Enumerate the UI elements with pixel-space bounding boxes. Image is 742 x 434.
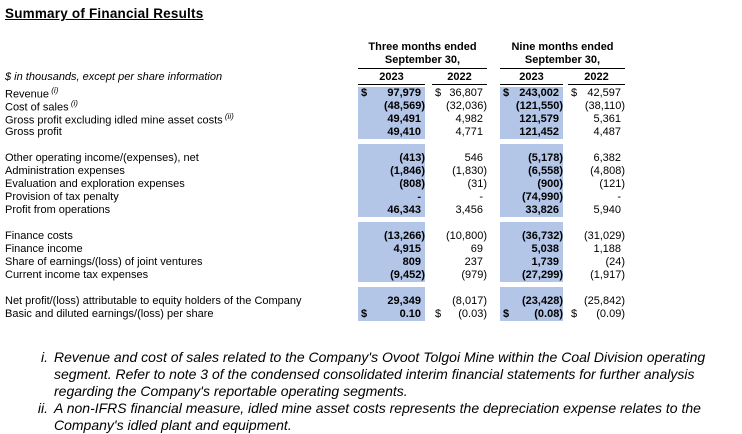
cell-value: (24) xyxy=(605,256,625,268)
value-cell xyxy=(358,126,425,139)
footnote-marker: i. xyxy=(41,349,48,365)
financial-results-table xyxy=(5,41,742,321)
cell-value: (74,990) xyxy=(522,191,563,203)
value-cell xyxy=(432,230,487,243)
cell-value: 121,579 xyxy=(519,113,559,125)
cell-value: (4,808) xyxy=(590,165,625,177)
value-cell xyxy=(358,287,425,295)
cell-value: - xyxy=(617,191,621,203)
value-cell xyxy=(568,144,625,152)
table-gap-row xyxy=(5,217,742,230)
cell-value: (31) xyxy=(467,178,487,190)
value-cell xyxy=(500,287,563,295)
value-cell xyxy=(432,222,487,230)
value-cell xyxy=(568,256,625,269)
cell-value: (9,452) xyxy=(390,269,425,281)
value-cell xyxy=(568,295,625,308)
footnote-i xyxy=(32,349,736,400)
value-cell xyxy=(500,165,563,178)
cell-value: (23,428) xyxy=(522,295,563,307)
currency-symbol: $ xyxy=(503,87,510,99)
table-row xyxy=(5,165,742,178)
value-cell xyxy=(500,113,563,126)
row-label: Gross profit excluding idled mine asset costs $^{(ii)}$ xyxy=(5,112,234,127)
value-cell xyxy=(358,100,425,113)
footnote-text: A non-IFRS financial measure, idled mine asset costs represents the depreciation expense relates to the Company's idled plant and equipment. xyxy=(54,400,701,433)
table-row xyxy=(5,204,742,217)
cell-value: 237 xyxy=(464,256,483,268)
cell-value: (0.08) xyxy=(534,308,563,320)
cell-value: - xyxy=(479,191,483,203)
year-col-header-9mo-2023: 2023 xyxy=(500,70,563,85)
cell-value: (25,842) xyxy=(584,295,625,307)
cell-value: (121) xyxy=(599,178,625,190)
value-cell xyxy=(500,222,563,230)
value-cell xyxy=(432,191,487,204)
cell-value: (31,029) xyxy=(584,230,625,242)
col-group-line2: September 30, xyxy=(524,54,601,66)
value-cell xyxy=(432,100,487,113)
table-row xyxy=(5,87,742,100)
cell-value: (0.03) xyxy=(458,308,487,320)
col-group-three-months xyxy=(358,41,487,69)
row-label: Gross profit xyxy=(5,126,62,138)
cell-value: (1,846) xyxy=(390,165,425,177)
col-spacer xyxy=(425,287,432,295)
gap-label-cell xyxy=(5,139,358,152)
value-cell xyxy=(500,100,563,113)
currency-symbol: $ xyxy=(361,308,368,320)
value-cell xyxy=(432,256,487,269)
cell-value: 42,597 xyxy=(587,87,621,99)
footnote-marker: ii. xyxy=(37,400,48,416)
value-cell xyxy=(568,87,625,100)
cell-value: 1,739 xyxy=(531,256,559,268)
currency-symbol: $ xyxy=(361,87,368,99)
col-spacer xyxy=(487,287,500,295)
value-cell xyxy=(432,204,487,217)
currency-symbol: $ xyxy=(435,308,442,320)
value-cell xyxy=(358,178,425,191)
value-cell xyxy=(568,191,625,204)
cell-value: 46,343 xyxy=(387,204,421,216)
value-cell xyxy=(568,222,625,230)
value-cell xyxy=(358,165,425,178)
cell-value: (121,550) xyxy=(515,100,563,112)
value-cell xyxy=(568,113,625,126)
value-cell xyxy=(500,308,563,321)
row-label: Provision of tax penalty xyxy=(5,191,119,203)
value-cell xyxy=(358,222,425,230)
value-cell xyxy=(568,100,625,113)
cell-value: (32,036) xyxy=(446,100,487,112)
table-header-years xyxy=(5,70,742,85)
cell-value: (808) xyxy=(399,178,425,190)
value-cell xyxy=(568,152,625,165)
cell-value: 5,038 xyxy=(531,243,559,255)
table-body xyxy=(5,87,742,321)
cell-value: 121,452 xyxy=(519,126,559,138)
cell-value: 49,491 xyxy=(387,113,421,125)
value-cell xyxy=(500,243,563,256)
cell-value: (5,178) xyxy=(528,152,563,164)
cell-value: (8,017) xyxy=(452,295,487,307)
table-gap-row xyxy=(5,139,742,152)
value-cell xyxy=(432,295,487,308)
cell-value: 4,771 xyxy=(455,126,483,138)
table-row xyxy=(5,243,742,256)
cell-value: 0.10 xyxy=(399,308,421,320)
cell-value: 97,979 xyxy=(387,87,421,99)
cell-value: 4,982 xyxy=(455,113,483,125)
page-title: Summary of Financial Results xyxy=(5,6,204,21)
row-label: Administration expenses xyxy=(5,165,125,177)
value-cell xyxy=(432,152,487,165)
table-row xyxy=(5,269,742,282)
row-label: Other operating income/(expenses), net xyxy=(5,152,199,164)
value-cell xyxy=(432,126,487,139)
value-cell xyxy=(358,295,425,308)
value-cell xyxy=(358,204,425,217)
footnotes xyxy=(32,349,736,434)
cell-value: (38,110) xyxy=(584,100,625,112)
value-cell xyxy=(568,204,625,217)
row-label: Cost of sales $^{(i)}$ xyxy=(5,99,78,114)
value-cell xyxy=(568,230,625,243)
cell-value: (10,800) xyxy=(446,230,487,242)
row-label: Share of earnings/(loss) of joint ventures xyxy=(5,256,203,268)
cell-value: 4,915 xyxy=(393,243,421,255)
value-cell xyxy=(432,287,487,295)
value-cell xyxy=(358,269,425,282)
row-label: Profit from operations xyxy=(5,204,111,216)
cell-value: 4,487 xyxy=(593,126,621,138)
value-cell xyxy=(358,113,425,126)
col-spacer xyxy=(425,222,432,230)
col-group-line1: Nine months ended xyxy=(511,41,614,53)
value-cell xyxy=(358,191,425,204)
cell-value: (900) xyxy=(537,178,563,190)
cell-value: 546 xyxy=(464,152,483,164)
value-cell xyxy=(500,178,563,191)
table-row xyxy=(5,178,742,191)
cell-value: 5,940 xyxy=(593,204,621,216)
cell-value: 33,826 xyxy=(525,204,559,216)
row-label: Finance income xyxy=(5,243,83,255)
footnote-ii xyxy=(32,400,736,434)
cell-value: (13,266) xyxy=(384,230,425,242)
cell-value: (1,830) xyxy=(452,165,487,177)
currency-symbol: $ xyxy=(503,308,510,320)
table-row xyxy=(5,100,742,113)
value-cell xyxy=(358,144,425,152)
col-group-line1: Three months ended xyxy=(368,41,477,53)
cell-value: (48,569) xyxy=(384,100,425,112)
cell-value: 36,807 xyxy=(449,87,483,99)
value-cell xyxy=(432,144,487,152)
cell-value: 49,410 xyxy=(387,126,421,138)
value-cell xyxy=(432,165,487,178)
table-header-groups xyxy=(5,41,742,69)
cell-value: 69 xyxy=(470,243,483,255)
value-cell xyxy=(432,113,487,126)
table-row xyxy=(5,256,742,269)
year-col-header-3mo-2022: 2022 xyxy=(432,70,487,85)
cell-value: (27,299) xyxy=(522,269,563,281)
year-col-header-9mo-2022: 2022 xyxy=(568,70,625,85)
cell-value: 29,349 xyxy=(387,295,421,307)
value-cell xyxy=(432,87,487,100)
value-cell xyxy=(500,191,563,204)
value-cell xyxy=(358,256,425,269)
units-note: $ in thousands, except per share information xyxy=(5,71,223,83)
currency-symbol: $ xyxy=(571,87,578,99)
col-spacer xyxy=(487,222,500,230)
cell-value: (413) xyxy=(399,152,425,164)
year-col-header-3mo-2023: 2023 xyxy=(358,70,425,85)
gap-label-cell xyxy=(5,217,358,230)
row-label: Evaluation and exploration expenses xyxy=(5,178,185,190)
col-spacer xyxy=(487,144,500,152)
value-cell xyxy=(568,126,625,139)
table-row xyxy=(5,152,742,165)
currency-symbol: $ xyxy=(571,308,578,320)
value-cell xyxy=(500,87,563,100)
value-cell xyxy=(358,243,425,256)
value-cell xyxy=(432,269,487,282)
cell-value: 5,361 xyxy=(593,113,621,125)
cell-value: 809 xyxy=(402,256,421,268)
table-row xyxy=(5,230,742,243)
value-cell xyxy=(500,295,563,308)
value-cell xyxy=(358,230,425,243)
footnote-ref: (i) xyxy=(68,99,78,108)
row-label: Current income tax expenses xyxy=(5,269,149,281)
value-cell xyxy=(432,243,487,256)
value-cell xyxy=(432,308,487,321)
cell-value: (36,732) xyxy=(522,230,563,242)
row-label: Net profit/(loss) attributable to equity holders of the Company xyxy=(5,295,302,307)
cell-value: (1,917) xyxy=(590,269,625,281)
value-cell xyxy=(500,230,563,243)
table-row xyxy=(5,191,742,204)
value-cell xyxy=(568,178,625,191)
table-gap-row xyxy=(5,282,742,295)
cell-value: 1,188 xyxy=(593,243,621,255)
value-cell xyxy=(500,256,563,269)
cell-value: (0.09) xyxy=(596,308,625,320)
value-cell xyxy=(568,165,625,178)
gap-label-cell xyxy=(5,282,358,295)
row-label: Basic and diluted earnings/(loss) per share xyxy=(5,308,214,320)
footnote-ref: (ii) xyxy=(222,112,234,121)
cell-value: (6,558) xyxy=(528,165,563,177)
cell-value: 243,002 xyxy=(519,87,559,99)
value-cell xyxy=(568,243,625,256)
row-label: Revenue $^{(i)}$ xyxy=(5,86,59,101)
cell-value: - xyxy=(417,191,421,203)
table-row xyxy=(5,308,742,321)
value-cell xyxy=(432,178,487,191)
table-row xyxy=(5,113,742,126)
value-cell xyxy=(358,152,425,165)
value-cell xyxy=(500,269,563,282)
currency-symbol: $ xyxy=(435,87,442,99)
cell-value: (979) xyxy=(461,269,487,281)
value-cell xyxy=(500,126,563,139)
value-cell xyxy=(568,308,625,321)
value-cell xyxy=(500,152,563,165)
value-cell xyxy=(358,308,425,321)
cell-value: 3,456 xyxy=(455,204,483,216)
row-label: Finance costs xyxy=(5,230,73,242)
value-cell xyxy=(500,144,563,152)
value-cell xyxy=(568,287,625,295)
value-cell xyxy=(500,204,563,217)
value-cell xyxy=(358,87,425,100)
col-spacer xyxy=(425,144,432,152)
cell-value: 6,382 xyxy=(593,152,621,164)
col-group-line2: September 30, xyxy=(384,54,461,66)
col-group-nine-months xyxy=(500,41,625,69)
value-cell xyxy=(568,269,625,282)
footnote-text: Revenue and cost of sales related to the Company's Ovoot Tolgoi Mine within the Coal Division operating segment. Refer to note 3 of the condensed consolidated interim financial statements for further analysis regarding the Company's reportable operating segments. xyxy=(54,349,706,399)
table-row xyxy=(5,295,742,308)
footnote-ref: (i) xyxy=(49,86,59,95)
table-row xyxy=(5,126,742,139)
